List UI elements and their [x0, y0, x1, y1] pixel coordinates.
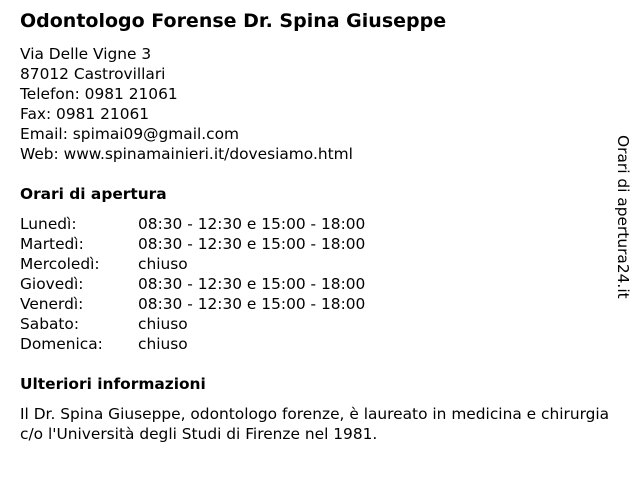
street-address: Via Delle Vigne 3: [20, 45, 152, 63]
hours-row: [20, 274, 365, 294]
brand-watermark: Orari di apertura24.it: [614, 135, 632, 299]
contact-block: [20, 44, 353, 164]
hours-time: 08:30 - 12:30 e 15:00 - 18:00: [138, 215, 366, 233]
hours-row: [20, 294, 365, 314]
page-title: Odontologo Forense Dr. Spina Giuseppe: [20, 10, 447, 32]
hours-time: 08:30 - 12:30 e 15:00 - 18:00: [138, 235, 366, 253]
website-link[interactable]: Web: www.spinamainieri.it/dovesiamo.html: [20, 145, 353, 163]
hours-day: Mercoledì:: [20, 255, 100, 273]
hours-time: chiuso: [138, 335, 188, 353]
opening-hours-table: [20, 214, 365, 354]
hours-day: Sabato:: [20, 315, 80, 333]
email-address: Email: spimai09@gmail.com: [20, 125, 240, 143]
hours-row: [20, 254, 365, 274]
hours-time: chiuso: [138, 255, 188, 273]
hours-row: [20, 314, 365, 334]
hours-day: Domenica:: [20, 335, 103, 353]
phone-number: Telefon: 0981 21061: [20, 85, 178, 103]
further-info-heading: Ulteriori informazioni: [20, 375, 206, 393]
hours-time: chiuso: [138, 315, 188, 333]
hours-time: 08:30 - 12:30 e 15:00 - 18:00: [138, 295, 366, 313]
fax-number: Fax: 0981 21061: [20, 105, 150, 123]
hours-row: [20, 334, 365, 354]
hours-row: [20, 214, 365, 234]
further-info-text: Il Dr. Spina Giuseppe, odontologo forenze, è laureato in medicina e chirurgia c/o l'Università degli Studi di Firenze nel 1981.: [20, 405, 610, 443]
hours-day: Martedì:: [20, 235, 84, 253]
hours-row: [20, 234, 365, 254]
hours-time: 08:30 - 12:30 e 15:00 - 18:00: [138, 275, 366, 293]
hours-day: Venerdì:: [20, 295, 84, 313]
city-address: 87012 Castrovillari: [20, 65, 166, 83]
hours-day: Lunedì:: [20, 215, 77, 233]
opening-hours-heading: Orari di apertura: [20, 185, 167, 203]
hours-day: Giovedì:: [20, 275, 84, 293]
